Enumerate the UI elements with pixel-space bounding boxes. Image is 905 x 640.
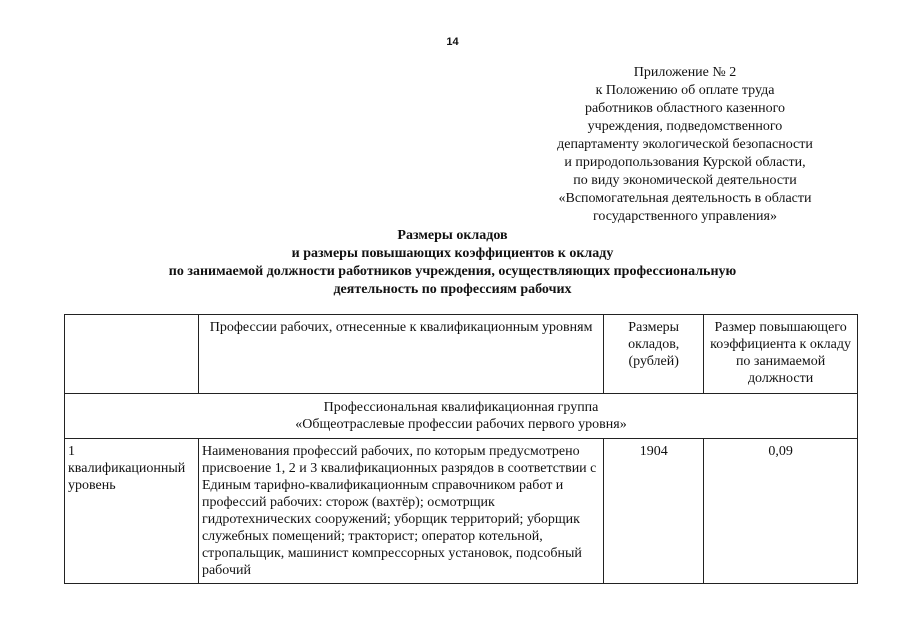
salary-table	[64, 314, 858, 584]
appendix-line: департаменту экологической безопасности	[557, 137, 813, 152]
level-cell	[65, 439, 199, 584]
title-line: по занимаемой должности работников учреждения, осуществляющих профессиональную	[168, 264, 737, 279]
group-row	[65, 394, 858, 439]
appendix-line: работников областного казенного	[584, 101, 786, 116]
header-cell-coefficient: Размер повышающего коэффициента к окладу по занимаемой должности	[704, 315, 858, 394]
appendix-line: к Положению об оплате труда	[595, 83, 775, 98]
level-number: 1	[68, 444, 75, 459]
appendix-reference	[530, 64, 840, 226]
title-line: Размеры окладов	[397, 228, 508, 243]
appendix-line: учреждения, подведомственного	[587, 119, 783, 134]
appendix-line: государственного управления»	[593, 209, 777, 224]
header-cell-level	[65, 315, 199, 394]
header-cell-professions: Профессии рабочих, отнесенные к квалификационным уровням	[198, 315, 603, 394]
qualification-group-cell	[65, 394, 858, 439]
level-label: квалификационный уровень	[68, 461, 186, 493]
salary-cell: 1904	[604, 439, 704, 584]
appendix-line: и природопользования Курской области,	[564, 155, 806, 170]
title-line: деятельность по профессиям рабочих	[333, 282, 572, 297]
group-name: «Общеотраслевые профессии рабочих первого уровня»	[295, 417, 627, 432]
table-header-row	[65, 315, 858, 394]
header-cell-salary: Размеры окладов, (рублей)	[604, 315, 704, 394]
profession-description-cell: Наименования профессий рабочих, по которым предусмотрено присвоение 1, 2 и 3 квалификационных разрядов в соответствии с Единым тарифно-квалификационным справочником работ и профессий рабочих: сторож (вахтёр); осмотрщик гидротехнических сооружений; уборщик территорий; уборщик служебных помещений; тракторист; оператор котельной, стропальщик, машинист компрессорных установок, подсобный рабочий	[198, 439, 603, 584]
appendix-line: «Вспомогательная деятельность в области	[558, 191, 812, 206]
group-title: Профессиональная квалификационная группа	[323, 400, 599, 415]
page-number: 14	[446, 36, 459, 48]
appendix-line: по виду экономической деятельности	[573, 173, 797, 188]
document-title	[0, 227, 905, 299]
table-row	[65, 439, 858, 584]
coefficient-cell: 0,09	[704, 439, 858, 584]
title-line: и размеры повышающих коэффициентов к окладу	[291, 246, 614, 261]
appendix-line: Приложение № 2	[633, 65, 737, 80]
